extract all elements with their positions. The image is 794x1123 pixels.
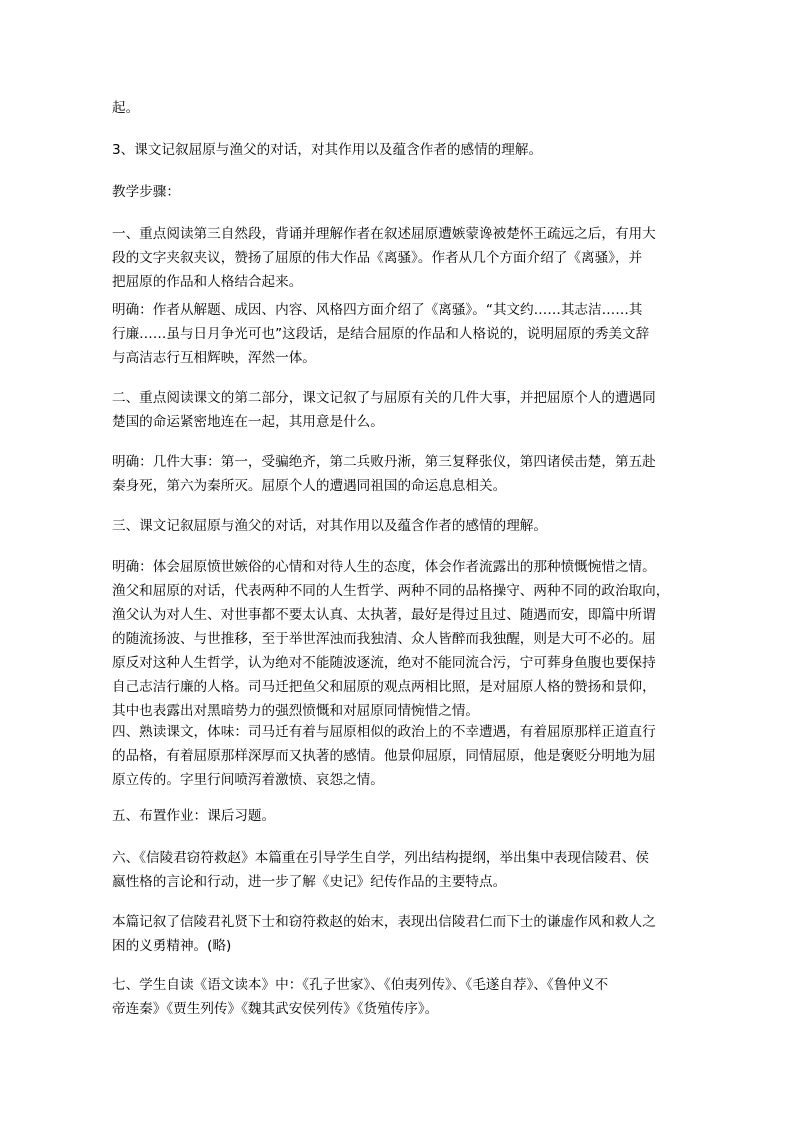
heading-teaching-steps: 教学步骤： bbox=[112, 184, 180, 200]
paragraph-step-6: 六、《信陵君窃符救赵》本篇重在引导学生自学，列出结构提纲，举出集中表现信陵君、侯 嬴性格的言论和行动，进一步了解《史记》纪传作品的主要特点。 bbox=[112, 850, 649, 890]
paragraph-step-2: 二、重点阅读课文的第二部分，课文记叙了与屈原有关的几件大事，并把屈原个人的遭遇同 楚国的命运紧密地连在一起，其用意是什么。 bbox=[112, 390, 656, 430]
paragraph-step-3-answer: 明确：体会屈原愤世嫉俗的心情和对待人生的态度，体会作者流露出的那种愤慨惋惜之情。 渔父和屈原的对话，代表两种不同的人生哲学、两种不同的品格操守、两种不同的政治取向， 渔父认为对人生、对世事都不要太认真、太执著，最好是得过且过、随遇而安，即篇中所谓 的随流扬波、与世推移，至于举世浑浊而我独清、众人皆醉而我独醒，则是大可不必的。屈 原反对这种人生哲学，认为绝对不能随波逐流，绝对不能同流合污，宁可葬身鱼腹也要保持 自己志洁行廉的人格。司马迁把鱼父和屈原的观点两相比照，是对屈原人格的赞扬和景仰， 其中也表露出对黑暗势力的强烈愤慨和对屈原同情惋惜之情。 bbox=[112, 559, 670, 719]
paragraph-step-2-answer: 明确：几件大事：第一，受骗绝齐，第二兵败丹淅，第三复释张仪，第四诸侯击楚，第五赴 秦身死，第六为秦所灭。屈原个人的遭遇同祖国的命运息息相关。 bbox=[112, 454, 656, 494]
paragraph-fragment-end: 起。 bbox=[112, 100, 140, 116]
paragraph-step-1-answer: 明确：作者从解题、成因、内容、风格四方面介绍了《离骚》。“其文约……其志洁……其 行廉……虽与日月争光可也”这段话，是结合屈原的作品和人格说的，说明屈原的秀美文辞 与高洁志行互相辉映，浑然一体。 bbox=[112, 302, 650, 366]
paragraph-point-3: 3、课文记叙屈原与渔父的对话，对其作用以及蕴含作者的感情的理解。 bbox=[112, 142, 543, 158]
paragraph-step-7: 七、学生自读《语文读本》中：《孔子世家》、《伯夷列传》、《毛遂自荐》、《鲁仲义不 帝连秦》《贾生列传》《魏其武安侯列传》《货殖传序》。 bbox=[112, 977, 609, 1017]
paragraph-step-6-summary: 本篇记叙了信陵君礼贤下士和窃符救赵的始末，表现出信陵君仁而下士的谦虚作风和救人之 困的义勇精神。(略) bbox=[112, 914, 656, 954]
paragraph-step-3: 三、课文记叙屈原与渔父的对话，对其作用以及蕴含作者的感情的理解。 bbox=[112, 518, 547, 534]
paragraph-step-5: 五、布置作业：课后习题。 bbox=[112, 808, 276, 824]
paragraph-step-4: 四、熟读课文，体味：司马迁有着与屈原相似的政治上的不幸遭遇，有着屈原那样正道直行 的品格，有着屈原那样深厚而又执著的感情。他景仰屈原，同情屈原，他是褒贬分明地为屈 原立传的。字里行间喷泻着激愤、哀怨之情。 bbox=[112, 724, 656, 788]
paragraph-step-1: 一、重点阅读第三自然段，背诵并理解作者在叙述屈原遭嫉蒙谗被楚怀王疏远之后，有用大 段的文字夹叙夹议，赞扬了屈原的伟大作品《离骚》。作者从几个方面介绍了《离骚》，并 把屈原的作品和人格结合起来。 bbox=[112, 226, 656, 290]
